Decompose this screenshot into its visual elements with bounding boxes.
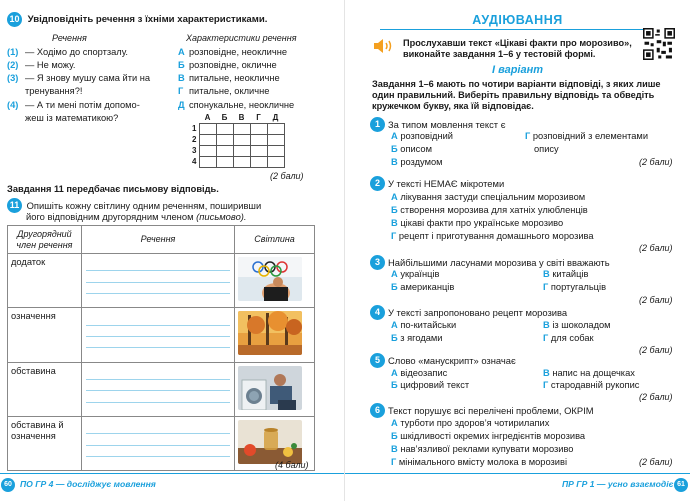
question-2	[370, 176, 670, 191]
answer-option[interactable]: А українців	[391, 269, 440, 279]
photo-man-laundry	[238, 366, 302, 410]
question-number-badge: 3	[370, 255, 385, 270]
member-cell: додаток	[8, 254, 82, 308]
answer-cell[interactable]	[199, 145, 216, 156]
answer-cell[interactable]	[250, 145, 267, 156]
question-text: За типом мовлення текст є	[388, 118, 506, 130]
photo-cell	[235, 362, 315, 416]
answer-cell[interactable]	[250, 134, 267, 145]
answer-cell[interactable]	[267, 145, 284, 156]
question-number-badge: 5	[370, 353, 385, 368]
speaker-icon	[373, 38, 395, 54]
answer-option[interactable]: А по-китайськи	[391, 320, 457, 330]
page-number: 61	[674, 478, 688, 492]
answer-cell[interactable]	[233, 156, 250, 167]
question-points: (2 бали)	[639, 295, 673, 305]
question-4	[370, 305, 670, 320]
task-11-text-cont: його відповідним другорядним членом (письмово).	[26, 211, 247, 222]
column-header-sentences: Речення	[52, 33, 87, 43]
answer-option[interactable]: Г португальців	[543, 282, 607, 292]
photo-tea-table	[238, 420, 302, 464]
table-header: Світлина	[235, 226, 315, 254]
answer-cell[interactable]	[199, 123, 216, 134]
variant-title: І варіант	[491, 64, 544, 76]
sentence-row: (4) — А ти мені потім допомо-	[7, 100, 140, 110]
answer-option[interactable]: В напис на дощечках	[543, 368, 635, 378]
task-instruction: Завдання 1–6 мають по чотири варіанти відповіді, з яких лише один правильний. Виберіть правильну відповідь та обведіть кружечком букву, яка їй відповідає.	[372, 79, 661, 112]
answer-option[interactable]: Б шкідливості окремих інгредієнтів морозива	[391, 431, 586, 441]
footer-text: ПО ГР 4 — досліджує мовлення	[20, 479, 156, 489]
answer-cell[interactable]	[233, 123, 250, 134]
answer-option[interactable]: Б цифровий текст	[391, 380, 470, 390]
answer-lines[interactable]	[81, 362, 234, 416]
sentence-row: тренування?!	[25, 86, 83, 96]
answer-option[interactable]: Г стародавній рукопис	[543, 380, 640, 390]
answer-option[interactable]: В цікаві факти про українське морозиво	[391, 218, 564, 228]
task-11-table	[7, 225, 315, 471]
answer-cell[interactable]	[216, 145, 233, 156]
qr-code-icon[interactable]	[643, 28, 675, 60]
characteristic-item: Г питальне, окличне	[178, 86, 270, 96]
answer-cell[interactable]	[250, 123, 267, 134]
answer-option[interactable]: Г мінімального вмісту молока в морозиві	[391, 457, 568, 467]
answer-cell[interactable]	[267, 134, 284, 145]
sentence-row: (2) — Не можу.	[7, 60, 76, 70]
question-points: (2 бали)	[639, 243, 673, 253]
answer-option[interactable]: Б американців	[391, 282, 455, 292]
task-10-title: Увідповідніть речення з їхніми характеристиками.	[27, 13, 268, 25]
table-header: Другорядний член речення	[8, 226, 82, 254]
answer-lines[interactable]	[81, 308, 234, 362]
question-text: Найбільшими ласунами морозива у світі вважають	[388, 256, 610, 268]
column-header-characteristics: Характеристики речення	[186, 33, 297, 43]
task-10-points: (2 бали)	[270, 171, 304, 181]
footer-text: ПР ГР 1 — усно взаємодіє	[562, 479, 674, 489]
answer-grid: А Б В Г Д 1 2 3 4	[189, 113, 285, 168]
answer-option[interactable]: Б описом	[391, 144, 432, 154]
answer-cell[interactable]	[216, 156, 233, 167]
answer-lines[interactable]	[81, 416, 234, 470]
question-1	[370, 117, 670, 132]
task-11-points: (4 бали)	[275, 460, 309, 470]
table-row	[8, 308, 315, 362]
sentence-row: (1) — Ходімо до спортзалу.	[7, 47, 128, 57]
answer-cell[interactable]	[216, 123, 233, 134]
answer-option[interactable]: Г рецепт і приготування домашнього морозива	[391, 231, 594, 241]
answer-option[interactable]: Б з ягодами	[391, 333, 443, 343]
question-number-badge: 2	[370, 176, 385, 191]
answer-option[interactable]: А відеозапис	[391, 368, 448, 378]
question-text: У тексті НЕМАЄ мікротеми	[388, 177, 505, 189]
table-row	[8, 362, 315, 416]
answer-option[interactable]: В нав’язливої реклами купувати морозиво	[391, 444, 574, 454]
question-points: (2 бали)	[639, 457, 673, 467]
characteristic-item: Б розповідне, окличне	[178, 60, 277, 70]
answer-option[interactable]: А розповідний	[391, 131, 453, 141]
member-cell: обставина й означення	[8, 416, 82, 470]
photo-cell	[235, 308, 315, 362]
answer-option[interactable]: Г для собак	[543, 333, 594, 343]
section-heading: АУДІЮВАННЯ	[472, 13, 563, 27]
task-11-note: Завдання 11 передбачає письмову відповідь.	[7, 184, 219, 194]
answer-option[interactable]: А турботи про здоров’я чотирилапих	[391, 418, 550, 428]
right-footer	[345, 473, 690, 495]
answer-option[interactable]: Г розповідний з елементами	[525, 131, 649, 141]
answer-cell[interactable]	[233, 134, 250, 145]
answer-option-cont: опису	[534, 144, 559, 154]
question-3	[370, 255, 670, 270]
photo-autumn-forest	[238, 311, 302, 355]
member-cell: обставина	[8, 362, 82, 416]
answer-cell[interactable]	[216, 134, 233, 145]
right-page	[345, 0, 690, 501]
question-text: Слово «манускрипт» означає	[388, 354, 516, 366]
table-header: Речення	[81, 226, 234, 254]
answer-option[interactable]: Б створення морозива для хатніх улюбленців	[391, 205, 588, 215]
task-11-text: Опишіть кожну світлину одним реченням, поширивши	[26, 199, 262, 211]
answer-cell[interactable]	[199, 156, 216, 167]
heading-underline	[380, 29, 650, 30]
member-cell: означення	[8, 308, 82, 362]
sentence-row: жеш із математикою?	[25, 113, 119, 123]
question-5	[370, 353, 670, 368]
table-row	[8, 416, 315, 470]
question-text: У тексті запропоновано рецепт морозива	[388, 306, 568, 318]
task-number-badge: 10	[7, 12, 22, 27]
answer-option[interactable]: В із шоколадом	[543, 320, 611, 330]
task-number-badge: 11	[7, 198, 22, 213]
characteristic-item: А розповідне, неокличне	[178, 47, 288, 57]
question-6	[370, 403, 670, 418]
question-number-badge: 4	[370, 305, 385, 320]
table-row	[8, 254, 315, 308]
question-points: (2 бали)	[639, 392, 673, 402]
question-text: Текст порушує всі перелічені проблеми, ОКРІМ	[388, 404, 594, 416]
characteristic-item: В питальне, неокличне	[178, 73, 280, 83]
question-points: (2 бали)	[639, 157, 673, 167]
photo-cell	[235, 254, 315, 308]
task-10-heading	[7, 12, 337, 27]
listening-instruction: Прослухавши текст «Цікаві факти про морозиво», виконайте завдання 1–6 у тестовій формі.	[403, 38, 632, 60]
answer-cell[interactable]	[267, 156, 284, 167]
characteristic-item: Д спонукальне, неокличне	[178, 100, 295, 110]
question-number-badge: 1	[370, 117, 385, 132]
answer-cell[interactable]	[267, 123, 284, 134]
sentence-row: (3) — Я знову мушу сама йти на	[7, 73, 151, 83]
page-number: 60	[1, 478, 15, 492]
question-number-badge: 6	[370, 403, 385, 418]
answer-cell[interactable]	[250, 156, 267, 167]
answer-option[interactable]: А лікування застуди спеціальним морозивом	[391, 192, 586, 202]
question-points: (2 бали)	[639, 345, 673, 355]
answer-option[interactable]: В роздумом	[391, 157, 443, 167]
answer-lines[interactable]	[81, 254, 234, 308]
left-footer	[0, 473, 345, 495]
photo-olympic-rings	[238, 257, 302, 301]
answer-option[interactable]: В китайців	[543, 269, 589, 279]
answer-cell[interactable]	[199, 134, 216, 145]
answer-cell[interactable]	[233, 145, 250, 156]
